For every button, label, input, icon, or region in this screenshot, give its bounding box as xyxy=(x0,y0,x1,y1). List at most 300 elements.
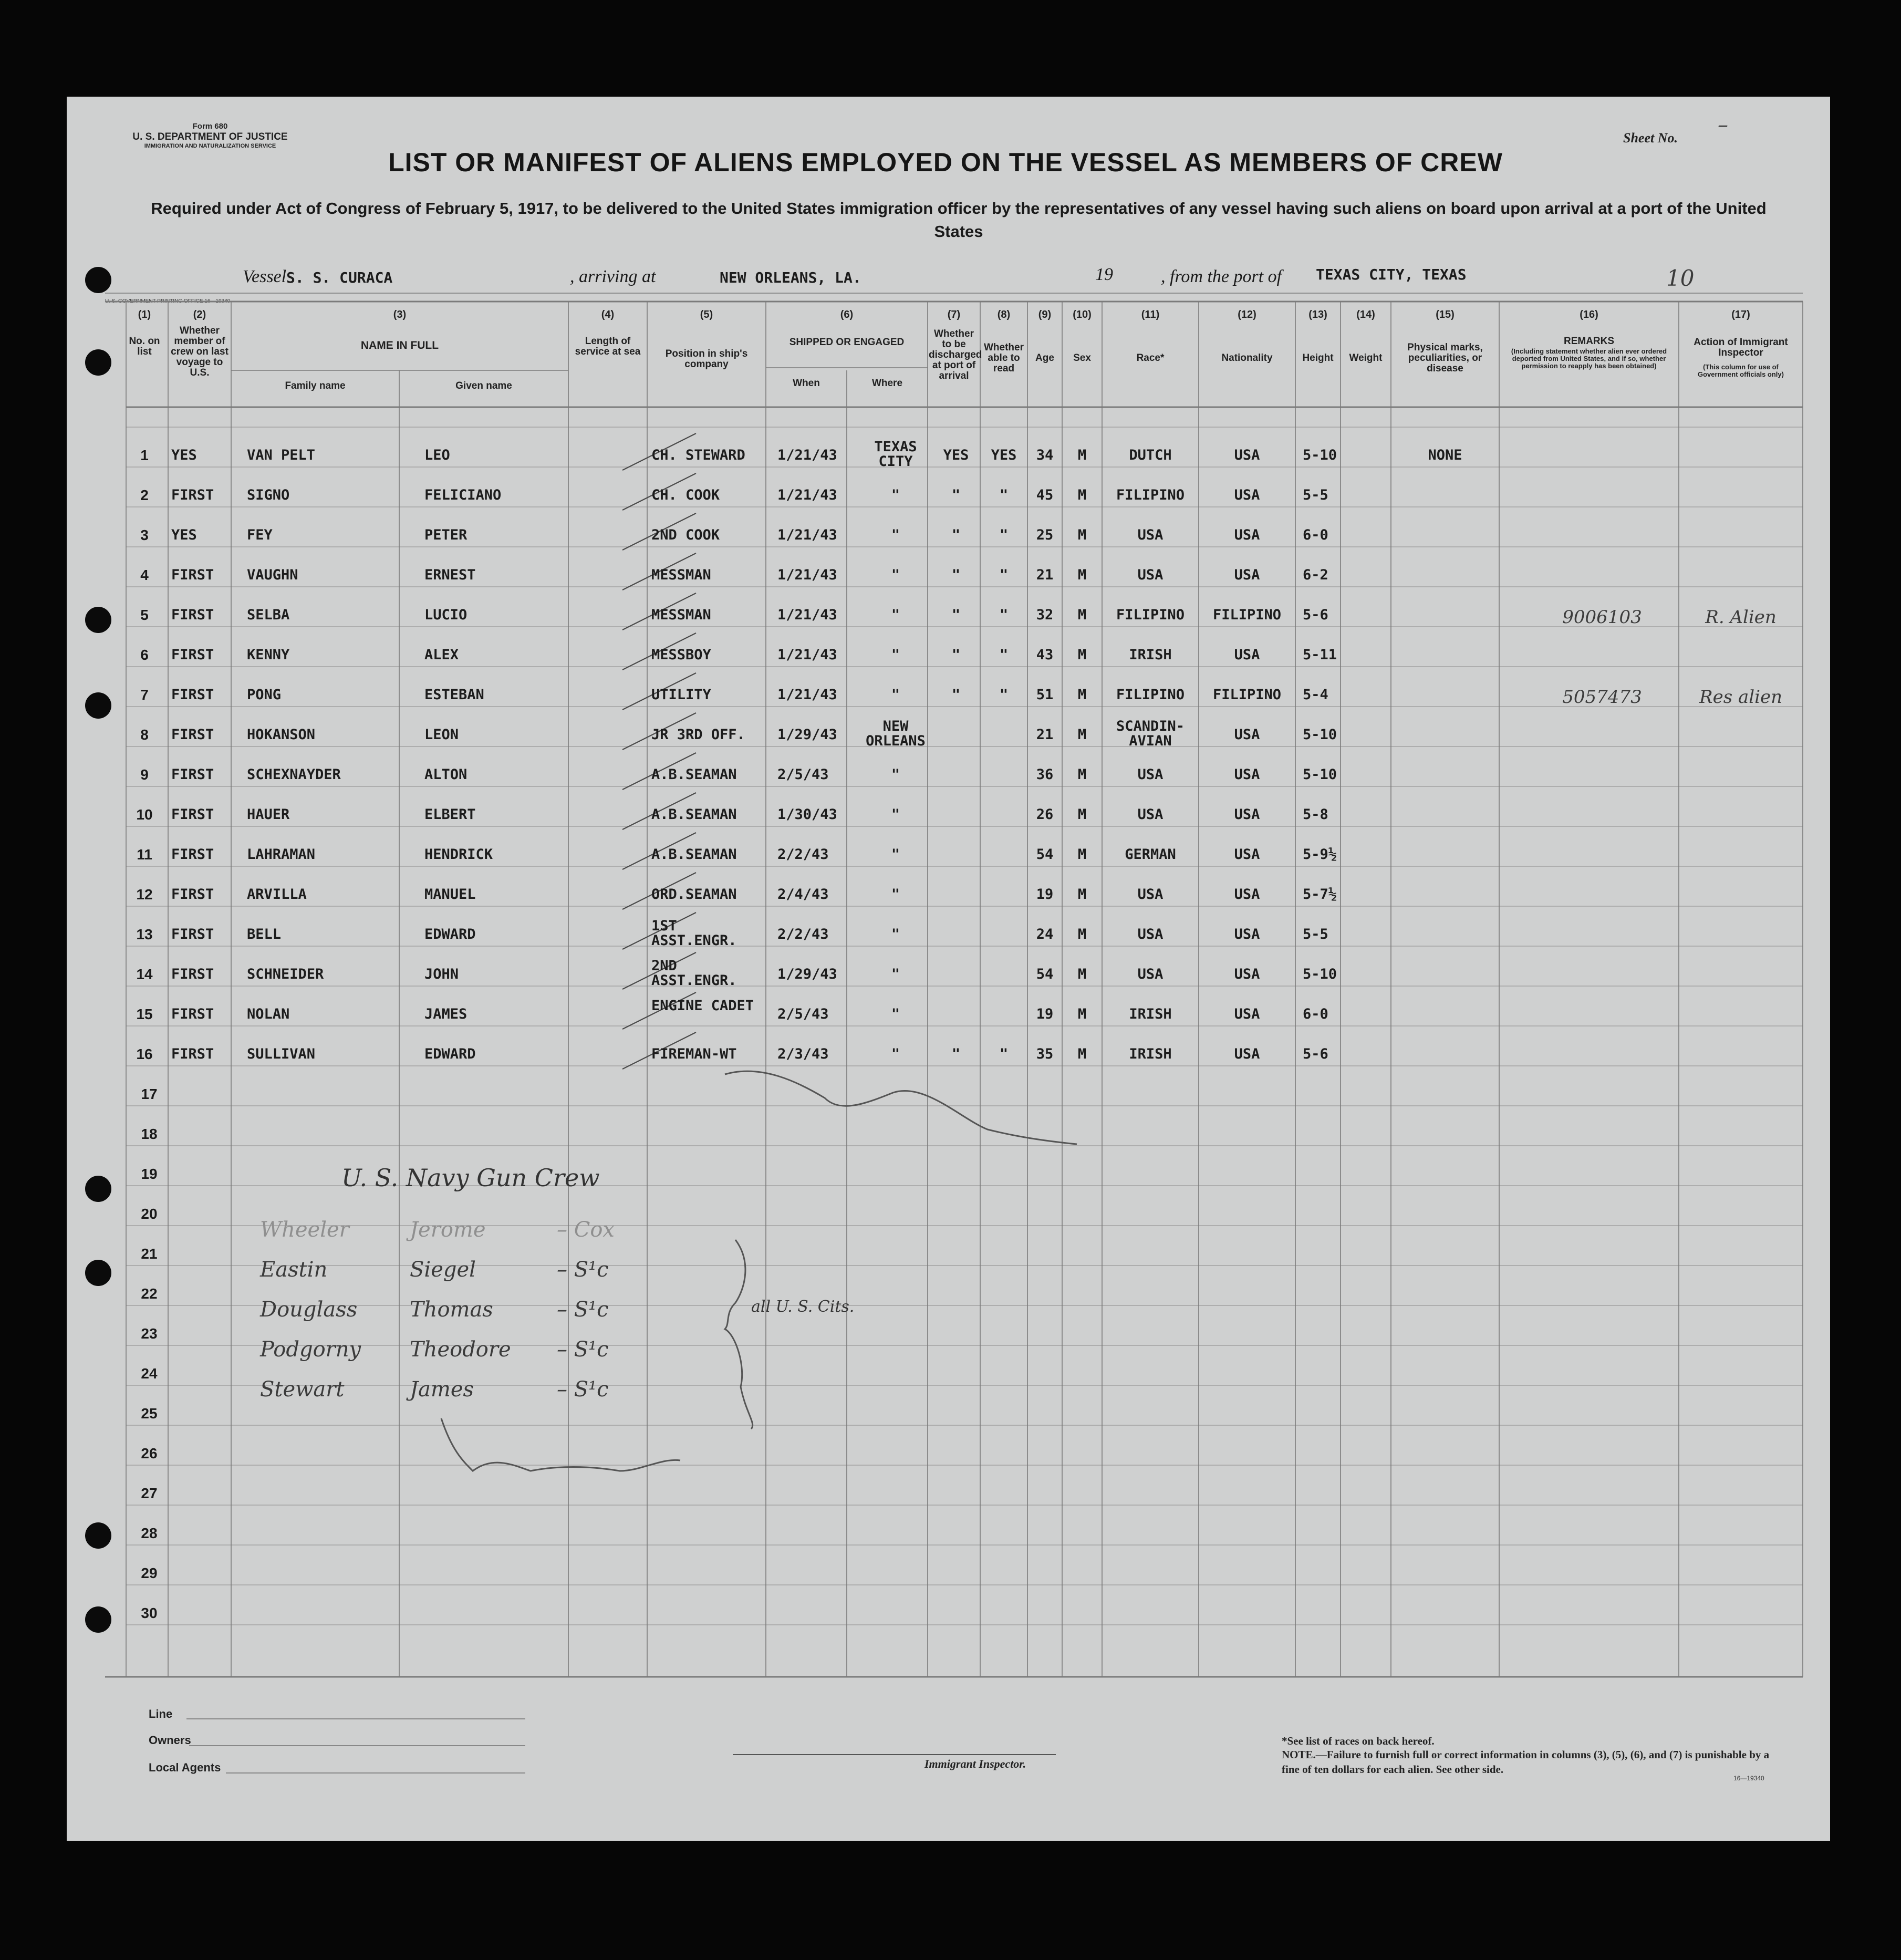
row-position: 1ST ASST.ENGR. xyxy=(651,918,737,949)
row-race: USA xyxy=(1137,527,1164,543)
row-where: " xyxy=(891,806,900,823)
row-crew: FIRST xyxy=(171,687,214,703)
row-position: FIREMAN-WT xyxy=(651,1046,737,1062)
row-action: R. Alien xyxy=(1705,607,1777,628)
col-header-7: Whether to be discharged at port of arrival xyxy=(929,328,982,381)
col-header-6: SHIPPED OR ENGAGED xyxy=(789,337,905,348)
row-no: 5 xyxy=(140,607,149,623)
row-position: 2ND ASST.ENGR. xyxy=(651,958,737,989)
row-crew: FIRST xyxy=(171,886,214,903)
row-sex: M xyxy=(1077,687,1087,703)
col-header-9: Age xyxy=(1035,352,1054,364)
row-race: USA xyxy=(1137,567,1164,583)
row-when: 2/2/43 xyxy=(777,926,829,942)
row-age: 24 xyxy=(1036,926,1054,942)
row-crew: FIRST xyxy=(171,806,214,823)
gun-crew-given: Theodore xyxy=(410,1337,511,1362)
row-height: 6-2 xyxy=(1303,567,1328,583)
row-nationality: USA xyxy=(1234,766,1260,783)
row-when: 1/21/43 xyxy=(777,567,837,583)
row-discharged: " xyxy=(951,567,961,583)
row-race: IRISH xyxy=(1129,1046,1172,1062)
row-given: HENDRICK xyxy=(424,846,493,863)
row-sex: M xyxy=(1077,766,1087,783)
row-when: 1/21/43 xyxy=(777,447,837,463)
row-nationality: USA xyxy=(1234,727,1260,743)
row-remarks: 5057473 xyxy=(1562,687,1642,708)
row-family: SIGNO xyxy=(247,487,290,503)
row-family: PONG xyxy=(247,687,282,703)
row-nationality: USA xyxy=(1234,527,1260,543)
sheet-value: – xyxy=(1718,113,1728,137)
row-nationality: USA xyxy=(1234,1046,1260,1062)
row-crew: FIRST xyxy=(171,567,214,583)
row-nationality: USA xyxy=(1234,886,1260,903)
row-height: 6-0 xyxy=(1303,527,1328,543)
colnum-17: (17) xyxy=(1731,309,1750,320)
row-marks: NONE xyxy=(1428,447,1462,463)
col-header-8: Whether able to read xyxy=(984,342,1024,374)
row-number: 27 xyxy=(141,1485,158,1501)
row-sex: M xyxy=(1077,1006,1087,1022)
row-age: 45 xyxy=(1036,487,1054,503)
row-height: 5-7½ xyxy=(1303,886,1337,903)
row-where: " xyxy=(891,1046,900,1062)
row-position: A.B.SEAMAN xyxy=(651,806,737,823)
row-read: " xyxy=(999,487,1009,503)
row-no: 15 xyxy=(136,1006,153,1022)
row-race: FILIPINO xyxy=(1116,687,1185,703)
arriving-label: , arriving at xyxy=(570,267,656,286)
row-no: 2 xyxy=(140,487,149,503)
row-crew: FIRST xyxy=(171,647,214,663)
row-given: PETER xyxy=(424,527,468,543)
row-crew: FIRST xyxy=(171,846,214,863)
col-header-5: Position in ship's company xyxy=(665,348,748,370)
row-position: MESSMAN xyxy=(651,567,711,583)
row-crew: FIRST xyxy=(171,607,214,623)
row-crew: FIRST xyxy=(171,1006,214,1022)
gun-crew-rank: – S¹c xyxy=(557,1377,609,1402)
row-sex: M xyxy=(1077,806,1087,823)
row-family: BELL xyxy=(247,926,282,942)
row-height: 5-4 xyxy=(1303,687,1328,703)
gun-crew-title: U. S. Navy Gun Crew xyxy=(341,1164,600,1192)
row-read: " xyxy=(999,1046,1009,1062)
row-nationality: USA xyxy=(1234,846,1260,863)
row-crew: FIRST xyxy=(171,766,214,783)
row-no: 10 xyxy=(136,806,153,823)
row-number: 22 xyxy=(141,1285,158,1302)
row-where: " xyxy=(891,1006,900,1022)
row-where: " xyxy=(891,886,900,903)
row-remarks: 9006103 xyxy=(1562,607,1642,628)
row-family: FEY xyxy=(247,527,273,543)
row-height: 6-0 xyxy=(1303,1006,1328,1022)
col-header-4: Length of service at sea xyxy=(575,336,641,357)
row-height: 5-5 xyxy=(1303,487,1328,503)
col-header-14: Weight xyxy=(1349,352,1383,364)
colnum-5: (5) xyxy=(700,309,713,320)
form-number: Form 680 xyxy=(192,122,228,131)
row-when: 1/30/43 xyxy=(777,806,837,823)
row-when: 2/5/43 xyxy=(777,766,829,783)
row-when: 2/2/43 xyxy=(777,846,829,863)
row-family: LAHRAMAN xyxy=(247,846,316,863)
row-sex: M xyxy=(1077,607,1087,623)
row-family: SCHEXNAYDER xyxy=(247,766,341,783)
row-no: 1 xyxy=(140,447,149,463)
colnum-10: (10) xyxy=(1073,309,1092,320)
row-sex: M xyxy=(1077,846,1087,863)
row-number: 24 xyxy=(141,1365,158,1382)
row-no: 14 xyxy=(136,966,153,982)
row-position: CH. COOK xyxy=(651,487,720,503)
row-when: 2/3/43 xyxy=(777,1046,829,1062)
row-nationality: USA xyxy=(1234,447,1260,463)
inspector-label: Immigrant Inspector. xyxy=(924,1757,1026,1770)
row-family: SULLIVAN xyxy=(247,1046,316,1062)
col-header-3: NAME IN FULL xyxy=(360,339,439,351)
row-age: 51 xyxy=(1036,687,1054,703)
row-sex: M xyxy=(1077,487,1087,503)
row-no: 8 xyxy=(140,727,149,743)
gun-crew-family: Douglass xyxy=(260,1298,358,1322)
page-number: 10 xyxy=(1666,265,1695,291)
row-where: " xyxy=(891,766,900,783)
master-signature-1 xyxy=(725,1071,1077,1144)
row-nationality: USA xyxy=(1234,567,1260,583)
row-nationality: USA xyxy=(1234,806,1260,823)
row-no: 12 xyxy=(136,886,153,903)
row-read: YES xyxy=(991,447,1017,463)
row-position: JR 3RD OFF. xyxy=(651,727,745,743)
row-no: 3 xyxy=(140,527,149,543)
row-race: GERMAN xyxy=(1125,846,1176,863)
sheet-label: Sheet No. xyxy=(1623,130,1678,146)
row-position: 2ND COOK xyxy=(651,527,720,543)
colnum-3: (3) xyxy=(393,309,407,320)
row-family: KENNY xyxy=(247,647,290,663)
row-position: ENGINE CADET xyxy=(651,998,754,1014)
row-where: " xyxy=(891,607,900,623)
colnum-16: (16) xyxy=(1580,309,1598,320)
col-sub-remarks: (Including statement whether alien ever ordered deported from United States, and if so, whether permission to reapply has been obtained) xyxy=(1511,347,1667,370)
row-number: 17 xyxy=(141,1086,158,1102)
row-where: NEW ORLEANS xyxy=(866,718,926,749)
row-age: 34 xyxy=(1036,447,1054,463)
row-given: ESTEBAN xyxy=(424,687,484,703)
row-sex: M xyxy=(1077,886,1087,903)
from-label: , from the port of xyxy=(1161,267,1282,286)
row-where: " xyxy=(891,926,900,942)
col-header-13: Height xyxy=(1302,352,1334,364)
row-read: " xyxy=(999,527,1009,543)
master-signature-2 xyxy=(441,1418,680,1471)
department: U. S. DEPARTMENT OF JUSTICE xyxy=(132,131,288,142)
row-position: ORD.SEAMAN xyxy=(651,886,737,903)
col-header-16: REMARKS xyxy=(1563,336,1615,347)
year-prefix: 19 xyxy=(1095,265,1113,284)
brace-note: all U. S. Cits. xyxy=(751,1298,855,1316)
row-age: 21 xyxy=(1036,727,1054,743)
row-height: 5-10 xyxy=(1303,727,1337,743)
row-given: MANUEL xyxy=(424,886,476,903)
row-given: JAMES xyxy=(424,1006,468,1022)
col-sub-where: Where xyxy=(871,378,903,389)
gun-crew-family: Eastin xyxy=(260,1258,328,1282)
row-position: MESSBOY xyxy=(651,647,711,663)
penalty-note: NOTE.—Failure to furnish full or correct information in columns (3), (5), (6), and (7) is punishable by a fine of ten dollars for each alien. See other side. xyxy=(1282,1748,1770,1776)
colnum-4: (4) xyxy=(601,309,615,320)
row-height: 5-6 xyxy=(1303,607,1328,623)
row-position: CH. STEWARD xyxy=(651,447,745,463)
row-number: 18 xyxy=(141,1126,158,1142)
gun-crew-rank: – S¹c xyxy=(557,1298,609,1322)
row-given: ALTON xyxy=(424,766,468,783)
row-number: 20 xyxy=(141,1206,158,1222)
row-height: 5-6 xyxy=(1303,1046,1328,1062)
row-number: 25 xyxy=(141,1405,158,1422)
row-age: 19 xyxy=(1036,886,1054,903)
arriving-port: NEW ORLEANS, LA. xyxy=(720,269,861,286)
row-when: 2/4/43 xyxy=(777,886,829,903)
col-sub-when: When xyxy=(793,378,820,389)
col-header-12: Nationality xyxy=(1221,352,1273,364)
gun-crew-given: Thomas xyxy=(410,1298,493,1322)
row-height: 5-10 xyxy=(1303,966,1337,982)
gun-crew-given: James xyxy=(410,1377,474,1402)
row-age: 54 xyxy=(1036,846,1054,863)
row-nationality: USA xyxy=(1234,966,1260,982)
row-nationality: FILIPINO xyxy=(1212,687,1282,703)
row-sex: M xyxy=(1077,926,1087,942)
col-header-11: Race* xyxy=(1136,352,1165,364)
row-given: FELICIANO xyxy=(424,487,502,503)
colnum-6: (6) xyxy=(840,309,854,320)
row-where: " xyxy=(891,687,900,703)
row-when: 1/21/43 xyxy=(777,527,837,543)
col-sub-action: (This column for use of Government officials only) xyxy=(1698,363,1784,378)
page-title: LIST OR MANIFEST OF ALIENS EMPLOYED ON THE VESSEL AS MEMBERS OF CREW xyxy=(388,148,1503,177)
row-crew: FIRST xyxy=(171,1046,214,1062)
row-crew: YES xyxy=(171,527,197,543)
row-crew: FIRST xyxy=(171,727,214,743)
row-nationality: USA xyxy=(1234,1006,1260,1022)
row-no: 16 xyxy=(136,1046,153,1062)
row-family: VAUGHN xyxy=(247,567,298,583)
row-discharged: " xyxy=(951,487,961,503)
row-race: SCANDIN- AVIAN xyxy=(1116,718,1185,749)
row-discharged: " xyxy=(951,607,961,623)
row-age: 36 xyxy=(1036,766,1054,783)
row-family: HOKANSON xyxy=(247,727,316,743)
gun-crew-family: Stewart xyxy=(260,1377,345,1402)
row-age: 19 xyxy=(1036,1006,1054,1022)
owners-label: Owners xyxy=(149,1734,191,1747)
printer-line: U. S. GOVERNMENT PRINTING OFFICE 16—19340 xyxy=(105,298,231,304)
gun-crew-rank: – Cox xyxy=(557,1218,615,1242)
row-race: IRISH xyxy=(1129,647,1172,663)
row-height: 5-10 xyxy=(1303,447,1337,463)
row-sex: M xyxy=(1077,647,1087,663)
service: IMMIGRATION AND NATURALIZATION SERVICE xyxy=(144,143,276,149)
row-race: FILIPINO xyxy=(1116,487,1185,503)
gun-crew-rank: – S¹c xyxy=(557,1337,609,1362)
col-header-17: Action of Immigrant Inspector xyxy=(1694,337,1788,358)
row-race: USA xyxy=(1137,966,1164,982)
gun-crew-family: Wheeler xyxy=(260,1218,349,1242)
row-race: FILIPINO xyxy=(1116,607,1185,623)
row-no: 9 xyxy=(140,766,149,783)
from-port: TEXAS CITY, TEXAS xyxy=(1316,266,1467,283)
row-family: SELBA xyxy=(247,607,290,623)
row-position: UTILITY xyxy=(651,687,711,703)
row-sex: M xyxy=(1077,447,1087,463)
races-note: *See list of races on back hereof. xyxy=(1282,1735,1435,1747)
row-race: USA xyxy=(1137,766,1164,783)
col-sub-family: Family name xyxy=(285,380,346,391)
row-race: DUTCH xyxy=(1129,447,1172,463)
row-crew: FIRST xyxy=(171,487,214,503)
row-when: 1/29/43 xyxy=(777,727,837,743)
row-family: SCHNEIDER xyxy=(247,966,324,982)
row-sex: M xyxy=(1077,527,1087,543)
row-height: 5-5 xyxy=(1303,926,1328,942)
row-no: 11 xyxy=(137,846,152,863)
row-discharged: " xyxy=(951,1046,961,1062)
row-given: JOHN xyxy=(424,966,459,982)
row-number: 19 xyxy=(141,1166,158,1182)
row-race: USA xyxy=(1137,926,1164,942)
row-where: " xyxy=(891,567,900,583)
colnum-9: (9) xyxy=(1038,309,1052,320)
row-number: 28 xyxy=(141,1525,158,1541)
row-number: 30 xyxy=(141,1605,158,1621)
gun-crew-rank: – S¹c xyxy=(557,1258,609,1282)
row-when: 1/21/43 xyxy=(777,607,837,623)
row-age: 43 xyxy=(1036,647,1054,663)
row-age: 32 xyxy=(1036,607,1054,623)
row-position: A.B.SEAMAN xyxy=(651,846,737,863)
row-height: 5-8 xyxy=(1303,806,1328,823)
colnum-14: (14) xyxy=(1356,309,1375,320)
row-age: 21 xyxy=(1036,567,1054,583)
row-nationality: USA xyxy=(1234,487,1260,503)
page-subtitle: Required under Act of Congress of February 5, 1917, to be delivered to the United States immigration officer by the representatives of any vessel having such aliens on board upon arrival at a port of the United States xyxy=(151,199,1767,241)
row-age: 26 xyxy=(1036,806,1054,823)
colnum-11: (11) xyxy=(1141,309,1160,320)
row-sex: M xyxy=(1077,1046,1087,1062)
colnum-15: (15) xyxy=(1436,309,1455,320)
form-code: 16—19340 xyxy=(1733,1775,1764,1782)
colnum-13: (13) xyxy=(1308,309,1327,320)
row-nationality: FILIPINO xyxy=(1212,607,1282,623)
row-age: 54 xyxy=(1036,966,1054,982)
colnum-7: (7) xyxy=(947,309,961,320)
row-race: USA xyxy=(1137,806,1164,823)
gun-crew-given: Jerome xyxy=(410,1218,486,1242)
row-given: LEON xyxy=(424,727,459,743)
row-discharged: " xyxy=(951,647,961,663)
row-where: " xyxy=(891,527,900,543)
row-sex: M xyxy=(1077,966,1087,982)
vessel-name: S. S. CURACA xyxy=(286,269,393,286)
col-header-1: No. on list xyxy=(129,336,160,357)
row-no: 6 xyxy=(140,647,149,663)
row-height: 5-11 xyxy=(1303,647,1337,663)
row-family: VAN PELT xyxy=(247,447,316,463)
line-label: Line xyxy=(149,1707,173,1720)
row-read: " xyxy=(999,567,1009,583)
row-given: ALEX xyxy=(424,647,459,663)
row-family: ARVILLA xyxy=(247,886,307,903)
row-height: 5-9½ xyxy=(1303,846,1337,863)
vessel-label: Vessel xyxy=(243,267,287,286)
gun-crew-family: Podgorny xyxy=(260,1337,361,1362)
row-when: 1/21/43 xyxy=(777,487,837,503)
row-when: 1/21/43 xyxy=(777,647,837,663)
row-given: LEO xyxy=(424,447,450,463)
row-where: TEXAS CITY xyxy=(874,439,917,470)
row-family: HAUER xyxy=(247,806,290,823)
row-nationality: USA xyxy=(1234,647,1260,663)
col-header-10: Sex xyxy=(1073,352,1091,364)
row-age: 35 xyxy=(1036,1046,1054,1062)
column-rules xyxy=(126,302,1803,1677)
row-number: 26 xyxy=(141,1445,158,1461)
row-where: " xyxy=(891,647,900,663)
gun-crew-given: Siegel xyxy=(410,1258,476,1282)
agents-label: Local Agents xyxy=(149,1761,221,1774)
row-number: 21 xyxy=(141,1246,158,1262)
row-action: Res alien xyxy=(1699,687,1782,708)
row-given: EDWARD xyxy=(424,1046,476,1062)
row-position: A.B.SEAMAN xyxy=(651,766,737,783)
row-given: EDWARD xyxy=(424,926,476,942)
row-number: 23 xyxy=(141,1325,158,1342)
row-discharged: " xyxy=(951,527,961,543)
row-given: ELBERT xyxy=(424,806,476,823)
row-when: 1/21/43 xyxy=(777,687,837,703)
colnum-12: (12) xyxy=(1238,309,1256,320)
colnum-8: (8) xyxy=(997,309,1011,320)
row-age: 25 xyxy=(1036,527,1054,543)
row-where: " xyxy=(891,487,900,503)
row-height: 5-10 xyxy=(1303,766,1337,783)
row-sex: M xyxy=(1077,727,1087,743)
row-where: " xyxy=(891,846,900,863)
row-crew: FIRST xyxy=(171,926,214,942)
row-position: MESSMAN xyxy=(651,607,711,623)
row-crew: FIRST xyxy=(171,966,214,982)
row-given: ERNEST xyxy=(424,567,476,583)
row-where: " xyxy=(891,966,900,982)
row-family: NOLAN xyxy=(247,1006,290,1022)
row-when: 2/5/43 xyxy=(777,1006,829,1022)
colnum-2: (2) xyxy=(193,309,206,320)
row-race: USA xyxy=(1137,886,1164,903)
row-when: 1/29/43 xyxy=(777,966,837,982)
row-no: 7 xyxy=(140,687,149,703)
row-no: 4 xyxy=(140,567,149,583)
row-crew: YES xyxy=(171,447,197,463)
row-no: 13 xyxy=(136,926,153,942)
row-sex: M xyxy=(1077,567,1087,583)
col-header-15: Physical marks, peculiarities, or disease xyxy=(1407,342,1483,374)
colnum-1: (1) xyxy=(138,309,151,320)
col-sub-given: Given name xyxy=(455,380,512,391)
